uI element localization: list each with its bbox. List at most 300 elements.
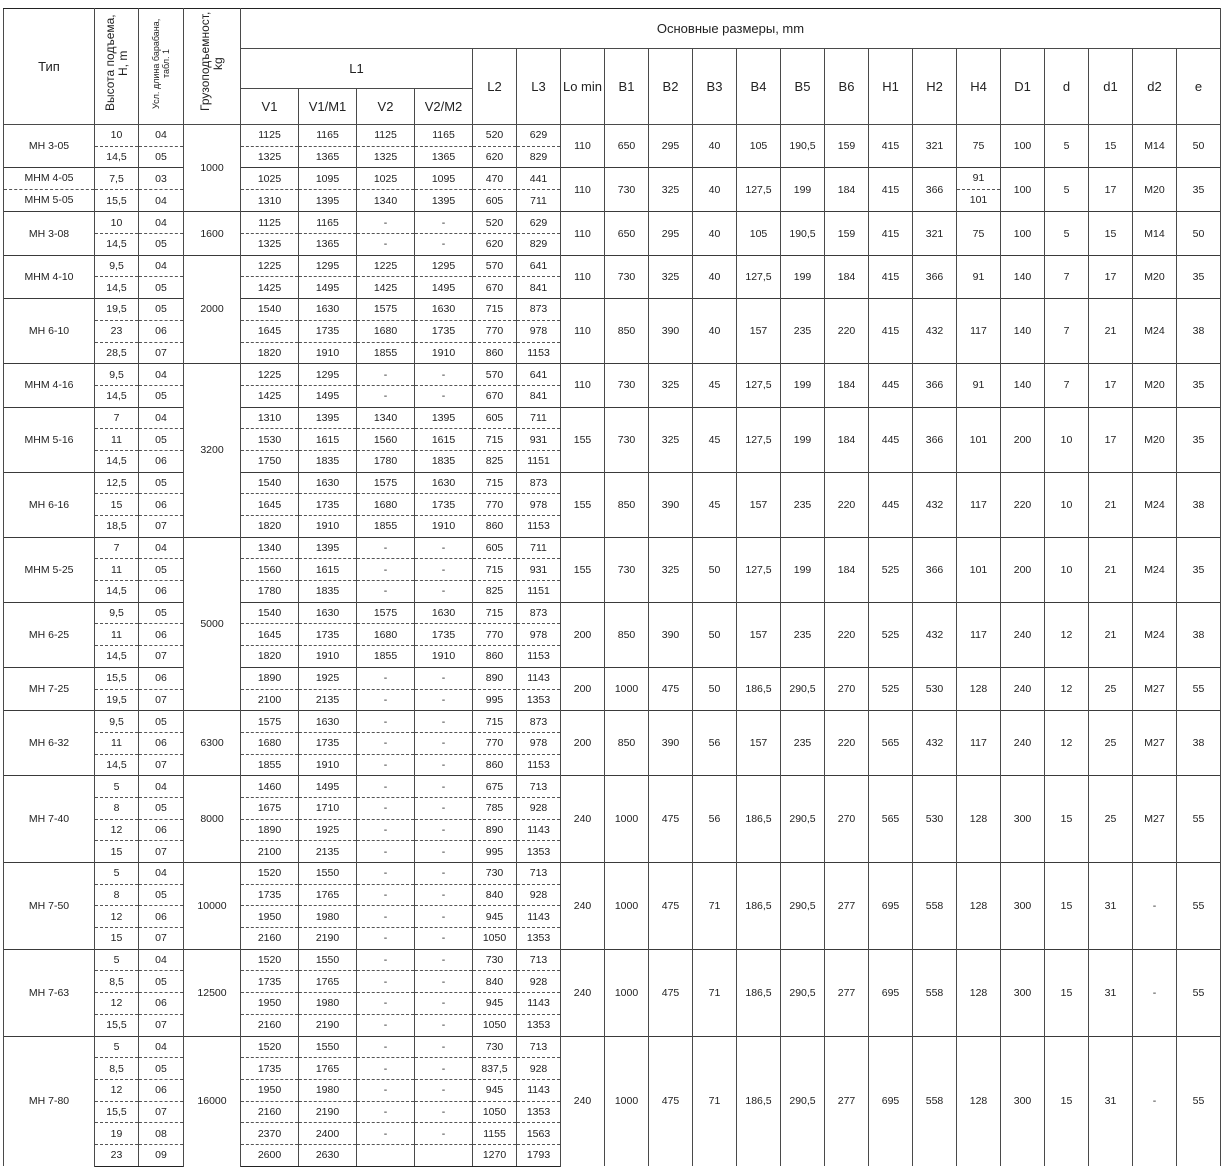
lo-min-value: 200: [573, 737, 592, 750]
d1-value: 25: [1104, 737, 1117, 750]
d2-cell: [1133, 863, 1177, 950]
v1-cell: 1125: [241, 212, 299, 234]
b5-value: 235: [793, 325, 812, 338]
lo-min-cell: [561, 364, 605, 407]
v2m2-cell: -: [415, 1101, 473, 1123]
b4-cell: [737, 863, 781, 950]
h4-value: 117: [970, 498, 987, 511]
l2-cell: 570: [473, 364, 517, 386]
h2-cell: [913, 125, 957, 168]
D1-cell: [1001, 472, 1045, 537]
b4-value: 186,5: [745, 899, 772, 912]
b3-value: 56: [708, 737, 721, 750]
b4-value: 105: [749, 140, 768, 153]
h1-value: 525: [881, 628, 900, 641]
h1-cell: [869, 299, 913, 364]
v1m1-cell: 2190: [299, 928, 357, 950]
l2-cell: 995: [473, 689, 517, 711]
v1m1-cell: 1395: [299, 407, 357, 429]
lo-min-cell: [561, 407, 605, 472]
v2-cell: 1855: [357, 342, 415, 364]
lift-height-cell: 15: [95, 928, 139, 950]
b2-value: 475: [661, 899, 680, 912]
D1-value: 100: [1013, 183, 1032, 196]
lift-height-cell: 12: [95, 906, 139, 928]
drum-length-cell: 05: [139, 797, 184, 819]
b6-cell: [825, 407, 869, 472]
v2-cell: -: [357, 212, 415, 234]
v1-cell: 1225: [241, 364, 299, 386]
h1-value: 565: [881, 813, 900, 826]
d2-value: -: [1152, 1095, 1157, 1108]
v1m1-cell: 1365: [299, 234, 357, 256]
l3-cell: 1793: [517, 1144, 561, 1166]
d2-value: -: [1152, 899, 1157, 912]
h1-value: 415: [881, 140, 900, 153]
drum-length-cell: 04: [139, 949, 184, 971]
e-value: 35: [1192, 379, 1205, 392]
drum-length-cell: 03: [139, 168, 184, 190]
lift-height-cell: 14,5: [95, 385, 139, 407]
header-capacity: Грузоподъемност, kg: [184, 9, 241, 125]
d-value: 7: [1063, 325, 1070, 338]
v2m2-cell: 1735: [415, 624, 473, 646]
l3-cell: 1153: [517, 754, 561, 776]
l2-cell: 860: [473, 342, 517, 364]
d1-cell: [1089, 863, 1133, 950]
D1-cell: [1001, 949, 1045, 1036]
lift-height-cell: 9,5: [95, 711, 139, 733]
l3-cell: 1151: [517, 450, 561, 472]
b6-cell: [825, 212, 869, 255]
lo-min-cell: [561, 863, 605, 950]
b1-value: 730: [617, 270, 636, 283]
table-row: [4, 537, 1221, 559]
h4-cell: [957, 212, 1001, 255]
drum-length-cell: 04: [139, 212, 184, 234]
v1-cell: 2100: [241, 841, 299, 863]
b3-cell: [693, 602, 737, 667]
h4-cell: [957, 537, 1001, 602]
h4-cell: [957, 602, 1001, 667]
b2-value: 325: [661, 270, 680, 283]
v2m2-cell: 1910: [415, 516, 473, 538]
b1-value: 850: [617, 498, 636, 511]
v2m2-cell: -: [415, 667, 473, 689]
lift-height-cell: 14,5: [95, 646, 139, 668]
b4-value: 186,5: [745, 813, 772, 826]
l3-cell: 441: [517, 168, 561, 190]
table-row: [4, 364, 1221, 386]
b1-value: 730: [617, 433, 636, 446]
b3-value: 56: [708, 813, 721, 826]
l3-cell: 713: [517, 863, 561, 885]
d-cell: [1045, 863, 1089, 950]
b4-value: 105: [749, 227, 768, 240]
b3-cell: [693, 711, 737, 776]
header-l1-group: L1: [241, 49, 473, 89]
l2-cell: 860: [473, 646, 517, 668]
lo-min-value: 240: [573, 1095, 592, 1108]
v2m2-cell: -: [415, 385, 473, 407]
lift-height-cell: 15,5: [95, 1014, 139, 1036]
d-value: 12: [1060, 683, 1073, 695]
v1m1-cell: 1910: [299, 516, 357, 538]
b4-cell: [737, 1036, 781, 1166]
v2m2-cell: -: [415, 689, 473, 711]
header-h1: H1: [869, 49, 913, 125]
v1-cell: 1540: [241, 602, 299, 624]
lift-height-cell: 19: [95, 1123, 139, 1145]
v1-cell: 2160: [241, 928, 299, 950]
d2-cell: [1133, 168, 1177, 212]
b4-cell: [737, 407, 781, 472]
v2-cell: 1855: [357, 646, 415, 668]
v2-cell: 1125: [357, 125, 415, 147]
b2-cell: [649, 299, 693, 364]
hoist-dimensions-table: [3, 8, 1221, 1167]
v2-cell: [357, 1144, 415, 1166]
type-cell: [4, 212, 95, 255]
v2-cell: -: [357, 711, 415, 733]
h1-cell: [869, 168, 913, 212]
v1-cell: 1645: [241, 624, 299, 646]
v2m2-cell: 1735: [415, 320, 473, 342]
header-b5: B5: [781, 49, 825, 125]
d-value: 7: [1063, 379, 1070, 392]
l3-cell: 1153: [517, 646, 561, 668]
l2-cell: 520: [473, 212, 517, 234]
d-value: 7: [1063, 270, 1070, 283]
h4-value: 91: [972, 270, 985, 283]
b4-cell: [737, 168, 781, 212]
lo-min-value: 240: [573, 813, 592, 826]
v1m1-cell: 2135: [299, 689, 357, 711]
v1-cell: 1750: [241, 450, 299, 472]
d2-value: M20: [1144, 270, 1165, 283]
v2m2-cell: -: [415, 581, 473, 603]
d2-value: M20: [1144, 379, 1165, 392]
v1-cell: 1645: [241, 320, 299, 342]
d1-value: 25: [1104, 683, 1117, 695]
b4-value: 127,5: [745, 563, 772, 576]
v1-cell: 1520: [241, 863, 299, 885]
b6-value: 270: [837, 683, 856, 695]
e-value: 38: [1192, 325, 1205, 338]
b2-cell: [649, 949, 693, 1036]
e-cell: [1177, 863, 1221, 950]
b2-cell: [649, 537, 693, 602]
h2-cell: [913, 711, 957, 776]
b2-value: 325: [661, 563, 680, 576]
v2m2-cell: -: [415, 819, 473, 841]
v1-cell: 1680: [241, 732, 299, 754]
v1m1-cell: 1735: [299, 732, 357, 754]
v1m1-cell: 1980: [299, 993, 357, 1015]
v2m2-cell: -: [415, 234, 473, 256]
h4-value: 101: [957, 189, 1000, 211]
v1m1-cell: 1395: [299, 190, 357, 212]
b2-value: 475: [661, 813, 680, 826]
header-b6: B6: [825, 49, 869, 125]
type-cell: [4, 667, 95, 710]
type-cell: [4, 125, 95, 168]
h2-value: 321: [925, 140, 944, 153]
b2-value: 390: [661, 498, 680, 511]
D1-cell: [1001, 711, 1045, 776]
h1-value: 415: [881, 227, 900, 240]
v1-cell: 1890: [241, 667, 299, 689]
lift-height-cell: 19,5: [95, 299, 139, 321]
d-value: 15: [1060, 986, 1073, 999]
b1-cell: [605, 125, 649, 168]
v1m1-cell: 1910: [299, 754, 357, 776]
b1-cell: [605, 1036, 649, 1166]
v1m1-cell: 1980: [299, 906, 357, 928]
d-value: 5: [1063, 140, 1070, 153]
D1-value: 300: [1013, 813, 1032, 826]
e-value: 38: [1192, 498, 1205, 511]
v2-cell: -: [357, 1036, 415, 1058]
drum-length-cell: 06: [139, 667, 184, 689]
l3-cell: 928: [517, 1058, 561, 1080]
d1-value: 17: [1104, 433, 1117, 446]
header-h4: H4: [957, 49, 1001, 125]
e-cell: [1177, 212, 1221, 255]
l3-cell: 978: [517, 624, 561, 646]
type-cell: [4, 949, 95, 1036]
type-cell: [4, 472, 95, 537]
l2-cell: 995: [473, 841, 517, 863]
header-d2: d2: [1133, 49, 1177, 125]
drum-length-cell: 04: [139, 255, 184, 277]
lo-min-value: 110: [574, 140, 591, 153]
drum-length-cell: 05: [139, 429, 184, 451]
b6-cell: [825, 125, 869, 168]
D1-cell: [1001, 537, 1045, 602]
b5-cell: [781, 776, 825, 863]
l2-cell: 715: [473, 602, 517, 624]
b5-cell: [781, 364, 825, 407]
b6-value: 277: [837, 899, 856, 912]
h1-value: 415: [881, 270, 900, 283]
h2-cell: [913, 537, 957, 602]
lift-height-cell: 5: [95, 1036, 139, 1058]
h4-cell: [957, 125, 1001, 168]
d1-cell: [1089, 299, 1133, 364]
type-cell: [4, 863, 95, 950]
v1-cell: 1855: [241, 754, 299, 776]
v1m1-cell: 1765: [299, 1058, 357, 1080]
v1m1-cell: 1550: [299, 1036, 357, 1058]
v2-cell: -: [357, 971, 415, 993]
type-label: МН 7-50: [28, 899, 70, 912]
drum-length-cell: 05: [139, 277, 184, 299]
v2m2-cell: -: [415, 212, 473, 234]
lift-height-cell: 8,5: [95, 971, 139, 993]
v2m2-cell: -: [415, 993, 473, 1015]
b3-value: 40: [708, 270, 721, 283]
drum-length-cell: 04: [139, 776, 184, 798]
h4-value: 75: [972, 140, 985, 153]
table-row: [4, 212, 1221, 234]
b2-cell: [649, 667, 693, 710]
v2-cell: 1780: [357, 450, 415, 472]
b6-cell: [825, 255, 869, 298]
v2m2-cell: 1835: [415, 450, 473, 472]
d-cell: [1045, 667, 1089, 710]
d2-cell: [1133, 711, 1177, 776]
h4-value: 91: [972, 379, 985, 392]
type-label: МН 3-05: [28, 140, 70, 153]
e-cell: [1177, 125, 1221, 168]
type-cell: [4, 168, 95, 212]
drum-length-cell: 06: [139, 993, 184, 1015]
l3-cell: 713: [517, 949, 561, 971]
b1-cell: [605, 255, 649, 298]
d-cell: [1045, 212, 1089, 255]
v1-cell: 1820: [241, 342, 299, 364]
l3-cell: 711: [517, 537, 561, 559]
h1-cell: [869, 1036, 913, 1166]
lift-height-cell: 12: [95, 993, 139, 1015]
v1m1-cell: 1495: [299, 385, 357, 407]
v2m2-cell: -: [415, 949, 473, 971]
lift-height-cell: 7,5: [95, 168, 139, 190]
l3-cell: 841: [517, 277, 561, 299]
b4-cell: [737, 472, 781, 537]
l3-cell: 1563: [517, 1123, 561, 1145]
b6-value: 159: [837, 140, 856, 153]
capacity-cell: [184, 863, 241, 950]
d1-cell: [1089, 212, 1133, 255]
e-cell: [1177, 602, 1221, 667]
d1-cell: [1089, 711, 1133, 776]
l2-cell: 730: [473, 863, 517, 885]
table-row: [4, 255, 1221, 277]
e-value: 35: [1192, 183, 1205, 196]
v2m2-cell: -: [415, 1014, 473, 1036]
h4-value: 75: [972, 227, 985, 240]
d1-cell: [1089, 125, 1133, 168]
v2m2-cell: -: [415, 971, 473, 993]
lo-min-value: 155: [573, 498, 592, 511]
D1-value: 240: [1013, 683, 1032, 695]
b6-cell: [825, 602, 869, 667]
v1-cell: 1540: [241, 472, 299, 494]
h1-value: 415: [881, 325, 900, 338]
l2-cell: 945: [473, 1079, 517, 1101]
l3-cell: 1143: [517, 819, 561, 841]
d-value: 15: [1060, 1095, 1073, 1108]
b4-cell: [737, 255, 781, 298]
v1-cell: 1735: [241, 884, 299, 906]
type-label: МНМ 4-16: [24, 379, 74, 392]
d1-cell: [1089, 364, 1133, 407]
type-cell: [4, 299, 95, 364]
capacity-cell: [184, 255, 241, 363]
v1m1-cell: 1735: [299, 494, 357, 516]
h4-cell: [957, 168, 1001, 212]
b5-cell: [781, 711, 825, 776]
b3-value: 50: [708, 683, 721, 695]
b1-value: 1000: [614, 683, 639, 695]
v1m1-cell: 1910: [299, 342, 357, 364]
l2-cell: 670: [473, 277, 517, 299]
d2-cell: [1133, 949, 1177, 1036]
lo-min-value: 155: [573, 433, 592, 446]
v2-cell: 1680: [357, 320, 415, 342]
b3-cell: [693, 212, 737, 255]
h1-cell: [869, 949, 913, 1036]
d-value: 10: [1060, 563, 1073, 576]
b6-value: 277: [837, 1095, 856, 1108]
h1-cell: [869, 255, 913, 298]
b4-cell: [737, 711, 781, 776]
v1-cell: 1675: [241, 797, 299, 819]
v2-cell: -: [357, 1058, 415, 1080]
drum-length-cell: 04: [139, 407, 184, 429]
lift-height-cell: 14,5: [95, 234, 139, 256]
b1-value: 1000: [614, 1095, 639, 1108]
v1m1-cell: 1165: [299, 212, 357, 234]
v1m1-cell: 1295: [299, 255, 357, 277]
b5-value: 199: [793, 563, 812, 576]
d2-value: M24: [1144, 563, 1165, 576]
v1m1-cell: 1615: [299, 429, 357, 451]
h4-cell: [957, 949, 1001, 1036]
l3-cell: 1153: [517, 342, 561, 364]
d1-cell: [1089, 602, 1133, 667]
D1-value: 200: [1013, 433, 1032, 446]
table-row: [4, 776, 1221, 798]
b3-value: 45: [708, 433, 721, 446]
type-label: МНМ 5-25: [24, 563, 74, 576]
h2-value: 432: [925, 737, 944, 750]
v1m1-cell: 1765: [299, 884, 357, 906]
v1-cell: 1890: [241, 819, 299, 841]
v2m2-cell: -: [415, 863, 473, 885]
b1-value: 650: [617, 227, 636, 240]
b5-value: 190,5: [789, 227, 816, 240]
D1-value: 100: [1013, 140, 1032, 153]
b1-cell: [605, 537, 649, 602]
e-cell: [1177, 407, 1221, 472]
d-cell: [1045, 776, 1089, 863]
v1-cell: 1820: [241, 646, 299, 668]
h4-value: 128: [969, 899, 988, 912]
capacity-cell: [184, 364, 241, 538]
capacity-cell: [184, 125, 241, 212]
b3-value: 45: [708, 379, 721, 392]
D1-cell: [1001, 299, 1045, 364]
l2-cell: 890: [473, 819, 517, 841]
v2-cell: -: [357, 928, 415, 950]
l2-cell: 825: [473, 450, 517, 472]
lift-height-cell: 7: [95, 537, 139, 559]
type-label: МН 7-80: [28, 1095, 70, 1108]
b5-value: 190,5: [789, 140, 816, 153]
l3-cell: 928: [517, 884, 561, 906]
v1-cell: 1425: [241, 385, 299, 407]
v2-cell: 1855: [357, 516, 415, 538]
v1-cell: 1310: [241, 190, 299, 212]
l3-cell: 1353: [517, 1101, 561, 1123]
b2-cell: [649, 364, 693, 407]
v2-cell: -: [357, 667, 415, 689]
l3-cell: 873: [517, 602, 561, 624]
header-b4: B4: [737, 49, 781, 125]
